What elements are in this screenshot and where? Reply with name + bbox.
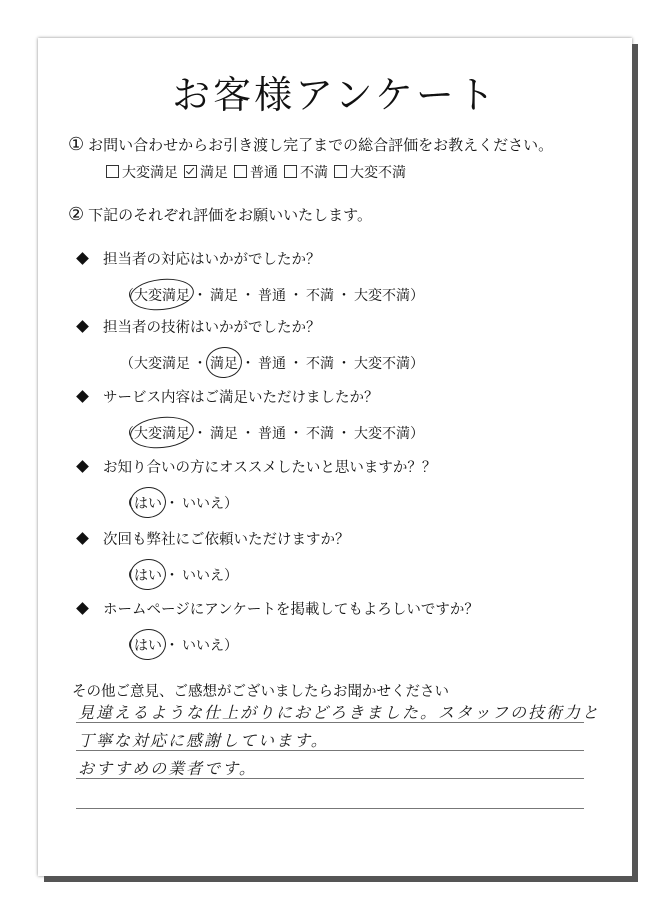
comment-rule <box>76 778 584 779</box>
checkbox[interactable] <box>234 165 247 178</box>
option[interactable]: いいえ <box>182 496 224 512</box>
answer-options <box>120 565 238 585</box>
separator: ・ <box>165 638 179 654</box>
open-paren: （ <box>120 288 134 304</box>
close-paren: ） <box>224 496 238 512</box>
open-paren: （ <box>120 426 134 442</box>
close-paren: ） <box>224 638 238 654</box>
evaluation-question <box>78 386 379 407</box>
question-text: 担当者の技術はいかがでしたか？ <box>103 320 321 336</box>
comment-line-1: 見違えるような仕上がりにおどろきました。スタッフの技術力と <box>78 703 601 722</box>
diamond-bullet-icon <box>76 602 89 615</box>
separator: ・ <box>241 356 255 372</box>
option[interactable]: 大変不満 <box>354 288 410 304</box>
answer-options <box>120 493 238 513</box>
comment-rule <box>76 808 584 809</box>
evaluation-question <box>78 598 479 619</box>
close-paren: ） <box>410 356 424 372</box>
selected-option[interactable]: 大変満足 <box>134 423 190 443</box>
answer-options <box>120 353 424 373</box>
question-1-choices <box>100 162 406 182</box>
page-title: お客様アンケート <box>172 73 498 117</box>
option[interactable]: 普通 <box>258 356 286 372</box>
option[interactable]: 不満 <box>306 356 334 372</box>
question-2-text: 下記のそれぞれ評価をお願いいたします。 <box>88 206 372 224</box>
open-paren: （ <box>120 496 134 512</box>
question-text: 担当者の対応はいかがでしたか？ <box>103 252 321 268</box>
option[interactable]: 大変不満 <box>354 356 410 372</box>
option[interactable]: 満足 <box>210 426 238 442</box>
survey-sheet <box>38 38 632 876</box>
question-text: 次回も弊社にご依頼いただけますか？ <box>103 532 350 548</box>
option[interactable]: 大変満足 <box>134 356 190 372</box>
separator: ・ <box>165 568 179 584</box>
checkbox-label: 大変不満 <box>350 165 406 181</box>
question-1-number: ① <box>68 134 85 155</box>
question-text: サービス内容はご満足いただけましたか？ <box>103 390 379 406</box>
selected-option[interactable]: 大変満足 <box>134 285 190 305</box>
diamond-bullet-icon <box>76 320 89 333</box>
open-paren: （ <box>120 638 134 654</box>
separator: ・ <box>165 496 179 512</box>
separator: ・ <box>193 356 207 372</box>
question-2 <box>68 204 372 225</box>
evaluation-question <box>78 528 350 549</box>
separator: ・ <box>289 288 303 304</box>
diamond-bullet-icon <box>76 460 89 473</box>
option[interactable]: いいえ <box>182 638 224 654</box>
question-text: お知り合いの方にオススメしたいと思いますか？？ <box>103 460 437 476</box>
checkbox[interactable] <box>334 165 347 178</box>
separator: ・ <box>241 288 255 304</box>
comment-line-3: おすすめの業者です。 <box>78 759 257 778</box>
evaluation-question <box>78 248 321 269</box>
evaluation-question <box>78 316 321 337</box>
open-paren: （ <box>120 356 134 372</box>
checkbox-label: 大変満足 <box>122 165 178 181</box>
option[interactable]: 不満 <box>306 288 334 304</box>
separator: ・ <box>337 356 351 372</box>
answer-options <box>120 423 424 443</box>
option[interactable]: 普通 <box>258 288 286 304</box>
close-paren: ） <box>224 568 238 584</box>
close-paren: ） <box>410 288 424 304</box>
option[interactable]: 満足 <box>210 288 238 304</box>
option[interactable]: 普通 <box>258 426 286 442</box>
checkbox-label: 普通 <box>250 165 278 181</box>
separator: ・ <box>193 426 207 442</box>
option[interactable]: 大変不満 <box>354 426 410 442</box>
question-2-number: ② <box>68 204 85 225</box>
selected-option[interactable]: はい <box>134 565 162 585</box>
checkbox-label: 不満 <box>300 165 328 181</box>
separator: ・ <box>193 288 207 304</box>
selected-option[interactable]: はい <box>134 493 162 513</box>
open-paren: （ <box>120 568 134 584</box>
diamond-bullet-icon <box>76 532 89 545</box>
comment-rule <box>76 722 584 723</box>
close-paren: ） <box>410 426 424 442</box>
diamond-bullet-icon <box>76 252 89 265</box>
selected-option[interactable]: はい <box>134 635 162 655</box>
checkbox-label: 満足 <box>200 165 228 181</box>
separator: ・ <box>289 356 303 372</box>
diamond-bullet-icon <box>76 390 89 403</box>
question-text: ホームページにアンケートを掲載してもよろしいですか？ <box>103 602 479 618</box>
checkbox[interactable] <box>184 165 197 178</box>
checkbox[interactable] <box>284 165 297 178</box>
question-1 <box>68 134 553 155</box>
separator: ・ <box>289 426 303 442</box>
question-1-text: お問い合わせからお引き渡し完了までの総合評価をお教えください。 <box>88 136 554 154</box>
option[interactable]: 不満 <box>306 426 334 442</box>
option[interactable]: いいえ <box>182 568 224 584</box>
comments-label: その他ご意見、ご感想がございましたらお聞かせください <box>72 684 449 700</box>
separator: ・ <box>241 426 255 442</box>
answer-options <box>120 285 424 305</box>
answer-options <box>120 635 238 655</box>
comment-line-2: 丁寧な対応に感謝しています。 <box>78 731 329 750</box>
evaluation-question <box>78 456 436 477</box>
comment-rule <box>76 750 584 751</box>
checkbox[interactable] <box>106 165 119 178</box>
separator: ・ <box>337 288 351 304</box>
selected-option[interactable]: 満足 <box>210 353 238 373</box>
separator: ・ <box>337 426 351 442</box>
